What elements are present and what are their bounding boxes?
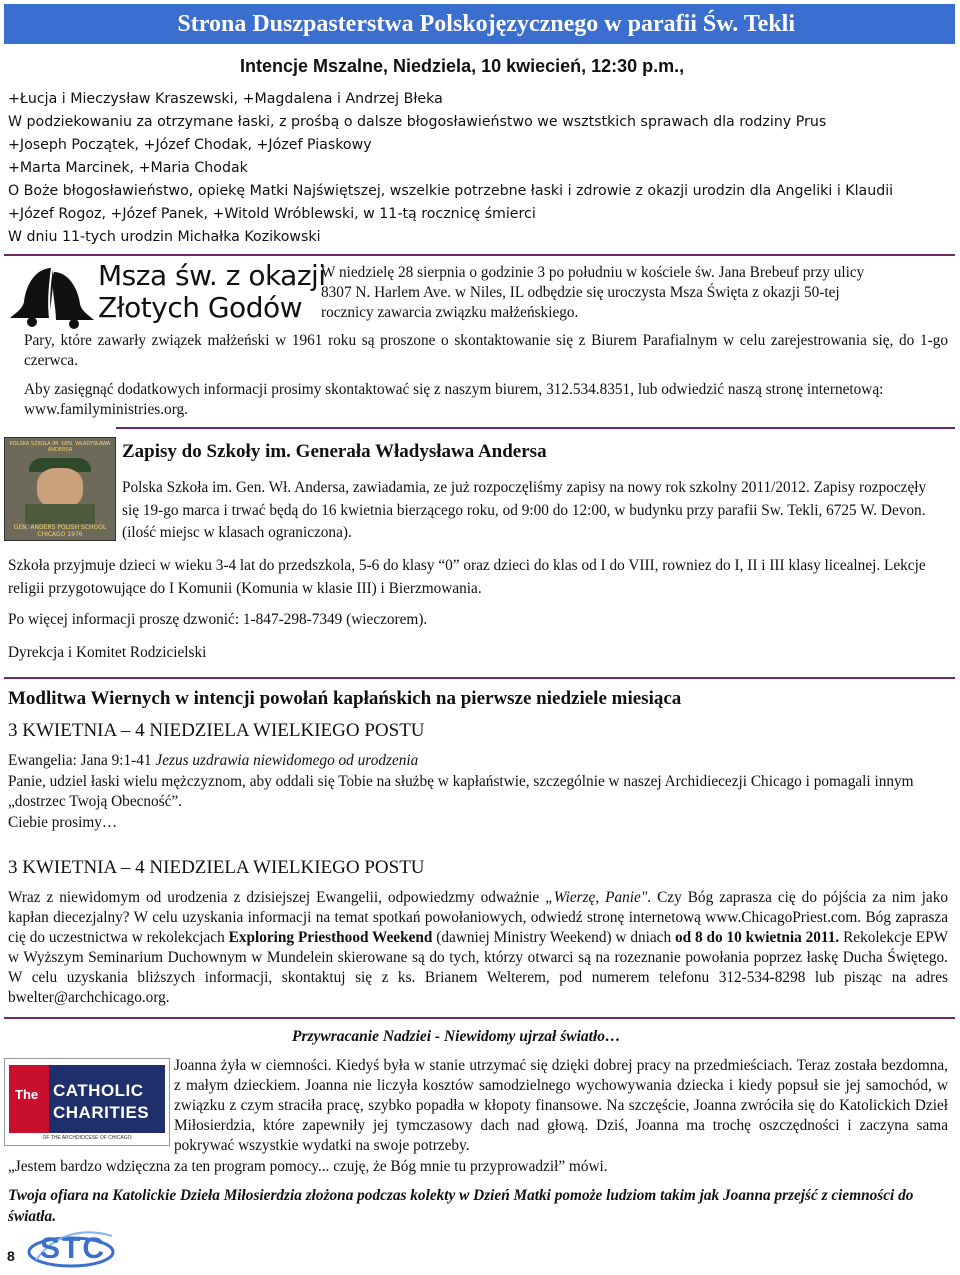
catholic-charities-logo xyxy=(4,1058,170,1146)
gospel-title: Jezus uzdrawia niewidomego od urodzenia xyxy=(155,752,419,769)
vocation-quote: „Wierzę, Panie" xyxy=(545,889,648,906)
uniform-icon xyxy=(25,504,95,524)
portrait-face-icon xyxy=(37,468,83,508)
vocation-text: Wraz z niewidomym od urodzenia z dzisiejszej Ewangelii, odpowiedzmy odważnie xyxy=(8,889,540,906)
intentions-list xyxy=(8,88,953,249)
vocation-text: (dawniej Ministry Weekend) w dniach xyxy=(436,929,672,946)
section-divider xyxy=(4,677,955,679)
golden-intro-line: 8307 N. Harlem Ave. w Niles, IL odbędzie się uroczysta Msza Święta z okazji 50-tej xyxy=(321,284,840,301)
golden-anniversary-logo xyxy=(6,259,326,330)
school-registration: Polska Szkoła im. Gen. Wł. Andersa, zawiadamia, ze już rozpoczęliśmy zapisy na nowy rok szkolny 2011/2012. Zapisy rozpoczęły się 19-go marca i trwać będą do 16 kwietnia bierzącego roku, od 9:00 do 12:00, w budynku przy parafii Sw. Tekli, 6725 W. Devon. (ilość miejsc w klasach ograniczona). xyxy=(122,479,927,541)
intention-item: +Łucja i Mieczysław Kraszewski, +Magdalena i Andrzej Błeka xyxy=(8,91,443,107)
header-title: Strona Duszpasterstwa Polskojęzycznego w parafii Św. Tekli xyxy=(177,11,795,37)
intention-item: +Joseph Początek, +Józef Chodak, +Józef Piaskowy xyxy=(8,137,372,153)
vocation-paragraph xyxy=(8,888,948,1008)
school-signature: Dyrekcja i Komitet Rodzicielski xyxy=(8,644,207,661)
intention-item: W podziekowaniu za otrzymane łaski, z prośbą o dalsze błogosławieństwo we wsztstkich sprawach dla rodziny Prus xyxy=(8,114,827,130)
stc-logo xyxy=(26,1222,116,1270)
charity-story: Joanna żyła w ciemności. Kiedyś była w stanie utrzymać się dzięki dobrej pracy na przedmieściach. Teraz została bezdomna, z małym dzieckiem. Joanna nie liczyła kosztów samodzielnego wychowywania dziecka i kiedy popsuł sie jej samochód, w związku z czym straciła pracę, szybko popadła w kłopoty finansowe. Na szczęście, Joanna zwróciła się do Katolickich Dzieł Miłosierdzia, które zapewniły jej tymczasowy dach nad głową. Dziś, Joanna ma trochę oszczędności i zaczyna sama pokrywać wszystkie wydatki na swoje potrzeby. xyxy=(174,1057,948,1154)
gospel-label: Ewangelia: Jana 9:1-41 xyxy=(8,752,152,769)
section-divider xyxy=(4,254,955,256)
logo-line-1: Msza św. z okazji xyxy=(98,259,326,292)
charity-title: Przywracanie Nadziei - Niewidomy ujrzał światło… xyxy=(292,1028,621,1045)
badge-city-text: CHICAGO 1976 xyxy=(37,531,83,538)
intention-item: +Marta Marcinek, +Maria Chodak xyxy=(8,160,248,176)
golden-intro xyxy=(321,263,949,323)
charity-quote: „Jestem bardzo wdzięczna za ten program pomocy... czuję, że Bóg mnie tu przyprowadził” mówi. xyxy=(8,1158,608,1175)
logo-catholic: CATHOLIC xyxy=(53,1081,144,1100)
logo-charities: CHARITIES xyxy=(53,1103,150,1122)
intentions-title: Intencje Mszalne, Niedziela, 10 kwiecień, 12:30 p.m., xyxy=(240,56,685,76)
section-divider xyxy=(4,1017,955,1019)
golden-intro-line: W niedzielę 28 sierpnia o godzinie 3 po południu w kościele św. Jana Brebeuf przy ulicy xyxy=(321,264,865,281)
stc-logo-text: STC xyxy=(40,1232,106,1265)
logo-line-2: Złotych Godów xyxy=(98,291,302,324)
page-number: 8 xyxy=(7,1248,15,1264)
gospel-line xyxy=(8,751,418,771)
intention-item: O Boże błogosławieństwo, opiekę Matki Najświętszej, wszelkie potrzebne łaski i zdrowie z okazji urodzin dla Angeliki i Klaudii xyxy=(8,183,894,199)
school-admission: Szkoła przyjmuje dzieci w wieku 3-4 lat do przedszkola, 5-6 do klasy “0” oraz dzieci do klas od I do VIII, rowniez do I, II i III klasy licealnej. Lekcje religii przygotowujące do I Komunii (Komunia w klasie III) i Bierzmowania. xyxy=(8,557,926,597)
badge-bottom-text: GEN. ANDERS POLISH SCHOOL xyxy=(13,524,107,531)
golden-intro-line: rocznicy zawarcia związku małżeńskiego. xyxy=(321,304,579,321)
intention-item: W dniu 11-tych urodzin Michałka Kozikowski xyxy=(8,229,321,245)
vocation-text: . Czy Bóg zaprasza cię do pójścia za nim jako kapłan diecezjalny? W celu uzyskania informacji na temat spotkań powołaniowych, odwiedź stronę internetową www.ChicagoPriest.com. Bóg zaprasza cię do uczestnictwa w rekolekcjach xyxy=(8,889,948,946)
golden-contact: Aby zasięgnąć dodatkowych informacji prosimy skontaktować się z naszym biurem, 312.534.8351, lub odwiedzić naszą stronę internetową: www.familyministries.org. xyxy=(24,381,884,418)
wedding-bells-icon xyxy=(6,262,98,330)
logo-subtitle: OF THE ARCHDIOCESE OF CHICAGO xyxy=(42,1135,132,1141)
school-title: Zapisy do Szkoły im. Generała Władysława Andersa xyxy=(122,441,547,462)
prayer-response: Ciebie prosimy… xyxy=(8,814,118,831)
golden-registration: Pary, które zawarły związek małżeński w 1961 roku są proszone o skontaktowanie się z Biurem Parafialnym w celu zarejestrowania się, do 1-go czerwca. xyxy=(24,332,948,369)
logo-the: The xyxy=(15,1087,39,1102)
vocation-event-name: Exploring Priesthood Weekend xyxy=(228,929,433,946)
prayer-subtitle-2: 3 KWIETNIA – 4 NIEDZIELA WIELKIEGO POSTU xyxy=(8,857,425,878)
page-header xyxy=(4,4,955,44)
prayer-petition: Panie, udziel łaski wielu mężczyznom, aby oddali się Tobie na służbę w kapłaństwie, szczególnie w naszej Archidiecezji Chicago i pomagali innym „dostrzec Twoją Obecność”. xyxy=(8,773,914,810)
prayer-subtitle-1: 3 KWIETNIA – 4 NIEDZIELA WIELKIEGO POSTU xyxy=(8,720,425,741)
badge-top-text: POLSKA SZKOŁA IM. GEN. WŁADYSŁAWA ANDERSA xyxy=(9,441,111,453)
section-divider xyxy=(116,427,955,429)
school-badge-image xyxy=(4,437,116,541)
prayer-title: Modlitwa Wiernych w intencji powołań kapłańskich na pierwsze niedziele miesiąca xyxy=(8,688,682,709)
vocation-text: Rekolekcje EPW w Wyższym Seminarium Duchownym w Mundelein skierowane są do tych, którzy otwarci są na rozeznanie powołania poprzez łaskę Ducha Świętego. W celu uzyskania bliższych informacji, skontaktuj się z ks. Brianem Welterem, pod numerem telefonu 312-534-8298 lub pisząc na adres bwelter@archchicago.org. xyxy=(8,929,949,1006)
vocation-event-dates: od 8 do 10 kwietnia 2011. xyxy=(674,929,840,946)
charity-appeal: Twoja ofiara na Katolickie Dzieła Miłosierdzia złożona podczas kolekty w Dzień Matki pomoże ludziom takim jak Joanna przejść z ciemności do światła. xyxy=(8,1187,914,1225)
intention-item: +Józef Rogoz, +Józef Panek, +Witold Wróblewski, w 11-tą rocznicę śmierci xyxy=(8,206,536,222)
school-phone: Po więcej informacji proszę dzwonić: 1-847-298-7349 (wieczorem). xyxy=(8,611,428,628)
